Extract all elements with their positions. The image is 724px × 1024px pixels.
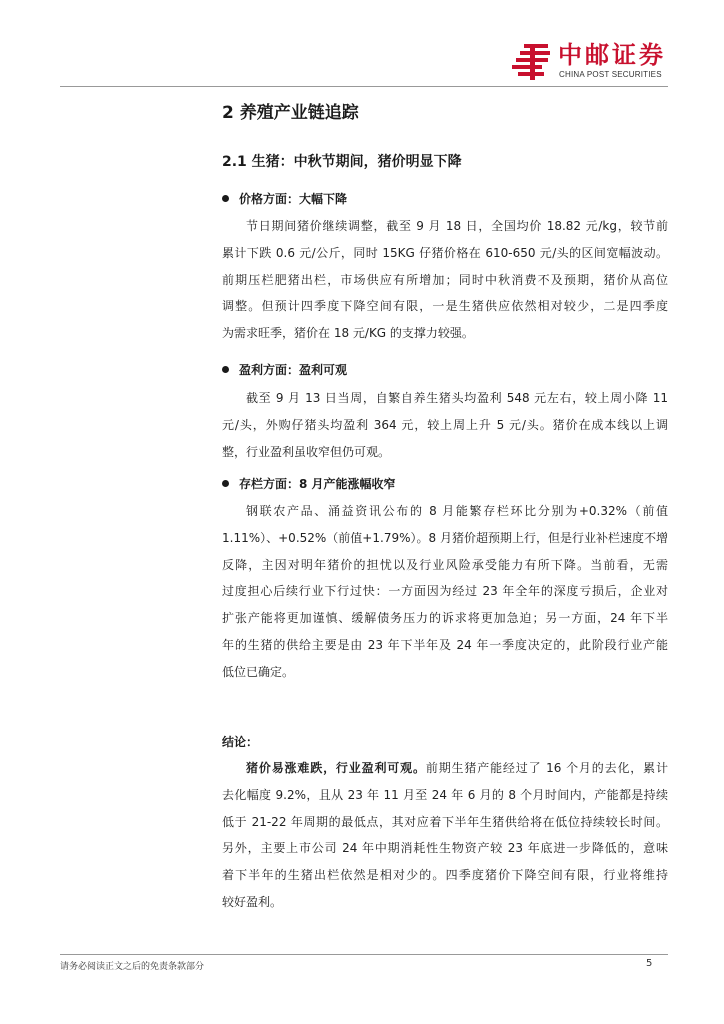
header-divider	[60, 86, 668, 87]
paragraph-line: 累计下跌 0.6 元/公斤，同时 15KG 仔猪价格在 610-650 元/头的区间宽幅波动。	[222, 245, 668, 260]
paragraph-line	[222, 755, 668, 782]
conclusion-paragraph	[222, 755, 668, 916]
footer-divider	[60, 954, 668, 955]
paragraph-line: 较好盈利。	[222, 894, 283, 909]
conclusion-label: 结论：	[222, 735, 259, 749]
conclusion-first-line-rest: 前期生猪产能经过了 16 个月的去化，累计	[425, 761, 668, 775]
paragraph-line: 过度担心后续行业下行过快：一方面因为经过 23 年全年的深度亏损后，企业对	[222, 584, 668, 599]
paragraph-line: 节日期间猪价继续调整，截至 9 月 18 日，全国均价 18.82 元/kg，较节前	[246, 219, 668, 233]
price-heading	[222, 190, 347, 207]
price-paragraph	[222, 213, 668, 347]
paragraph-line: 前期压栏肥猪出栏，市场供应有所增加；同时中秋消费不及预期，猪价从高位	[222, 272, 668, 287]
bullet-icon	[222, 366, 229, 373]
paragraph-line: 截至 9 月 13 日当周，自繁自养生猪头均盈利 548 元左右，较上周小降 11	[246, 391, 668, 405]
bullet-icon	[222, 195, 229, 202]
paragraph-line: 扩张产能将更加谨慎、缓解债务压力的诉求将更加急迫；另一方面，24 年下半	[222, 611, 668, 626]
inventory-heading-text: 存栏方面：8 月产能涨幅收窄	[239, 477, 396, 491]
china-post-emblem-icon	[510, 42, 554, 82]
footer-disclaimer: 请务必阅读正文之后的免责条款部分	[60, 962, 205, 972]
profit-heading	[222, 361, 347, 378]
paragraph-line: 元/头，外购仔猪头均盈利 364 元，较上周上升 5 元/头。猪价在成本线以上调	[222, 417, 668, 432]
paragraph-line: 1.11%）、+0.52%（前值+1.79%）。8 月猪价超预期上行，但是行业补栏速度不增	[222, 530, 668, 545]
logo-english-text: CHINA POST SECURITIES	[559, 70, 662, 79]
inventory-heading	[222, 475, 396, 492]
paragraph-line: 整，行业盈利虽收窄但仍可观。	[222, 444, 391, 459]
profit-paragraph	[222, 385, 668, 465]
page-number: 5	[646, 958, 653, 969]
paragraph-line: 为需求旺季，猪价在 18 元/KG 的支撑力较强。	[222, 326, 474, 341]
paragraph-line: 低于 21-22 年周期的最低点，其对应着下半年生猪供给将在低位持续较长时间。	[222, 814, 668, 829]
logo-chinese-text: 中邮证券	[558, 41, 666, 69]
paragraph-line: 反降，主因对明年猪价的担忧以及行业风险承受能力有所下降。当前看，无需	[222, 557, 668, 572]
section-title: 2 养殖产业链追踪	[222, 103, 359, 123]
bullet-icon	[222, 480, 229, 487]
company-logo	[510, 40, 670, 84]
paragraph-line: 钢联农产品、涌益资讯公布的 8 月能繁存栏环比分别为+0.32%（前值	[246, 504, 668, 518]
paragraph-line: 调整。但预计四季度下降空间有限，一是生猪供应依然相对较少，二是四季度	[222, 299, 668, 314]
price-heading-text: 价格方面：大幅下降	[239, 192, 348, 206]
subsection-title: 2.1 生猪：中秋节期间，猪价明显下降	[222, 154, 462, 170]
paragraph-line: 年的生猪的供给主要是由 23 年下半年及 24 年一季度决定的，此阶段行业产能	[222, 637, 668, 652]
inventory-paragraph	[222, 498, 668, 686]
conclusion-lead: 猪价易涨难跌，行业盈利可观。	[246, 761, 426, 775]
paragraph-line: 低位已确定。	[222, 664, 295, 679]
paragraph-line: 另外，主要上市公司 24 年中期消耗性生物资产较 23 年底进一步降低的，意味	[222, 841, 668, 856]
paragraph-line: 去化幅度 9.2%，且从 23 年 11 月至 24 年 6 月的 8 个月时间内，产能都是持续	[222, 787, 668, 802]
paragraph-line: 着下半年的生猪出栏依然是相对少的。四季度猪价下降空间有限，行业将维持	[222, 868, 668, 883]
profit-heading-text: 盈利方面：盈利可观	[239, 363, 348, 377]
